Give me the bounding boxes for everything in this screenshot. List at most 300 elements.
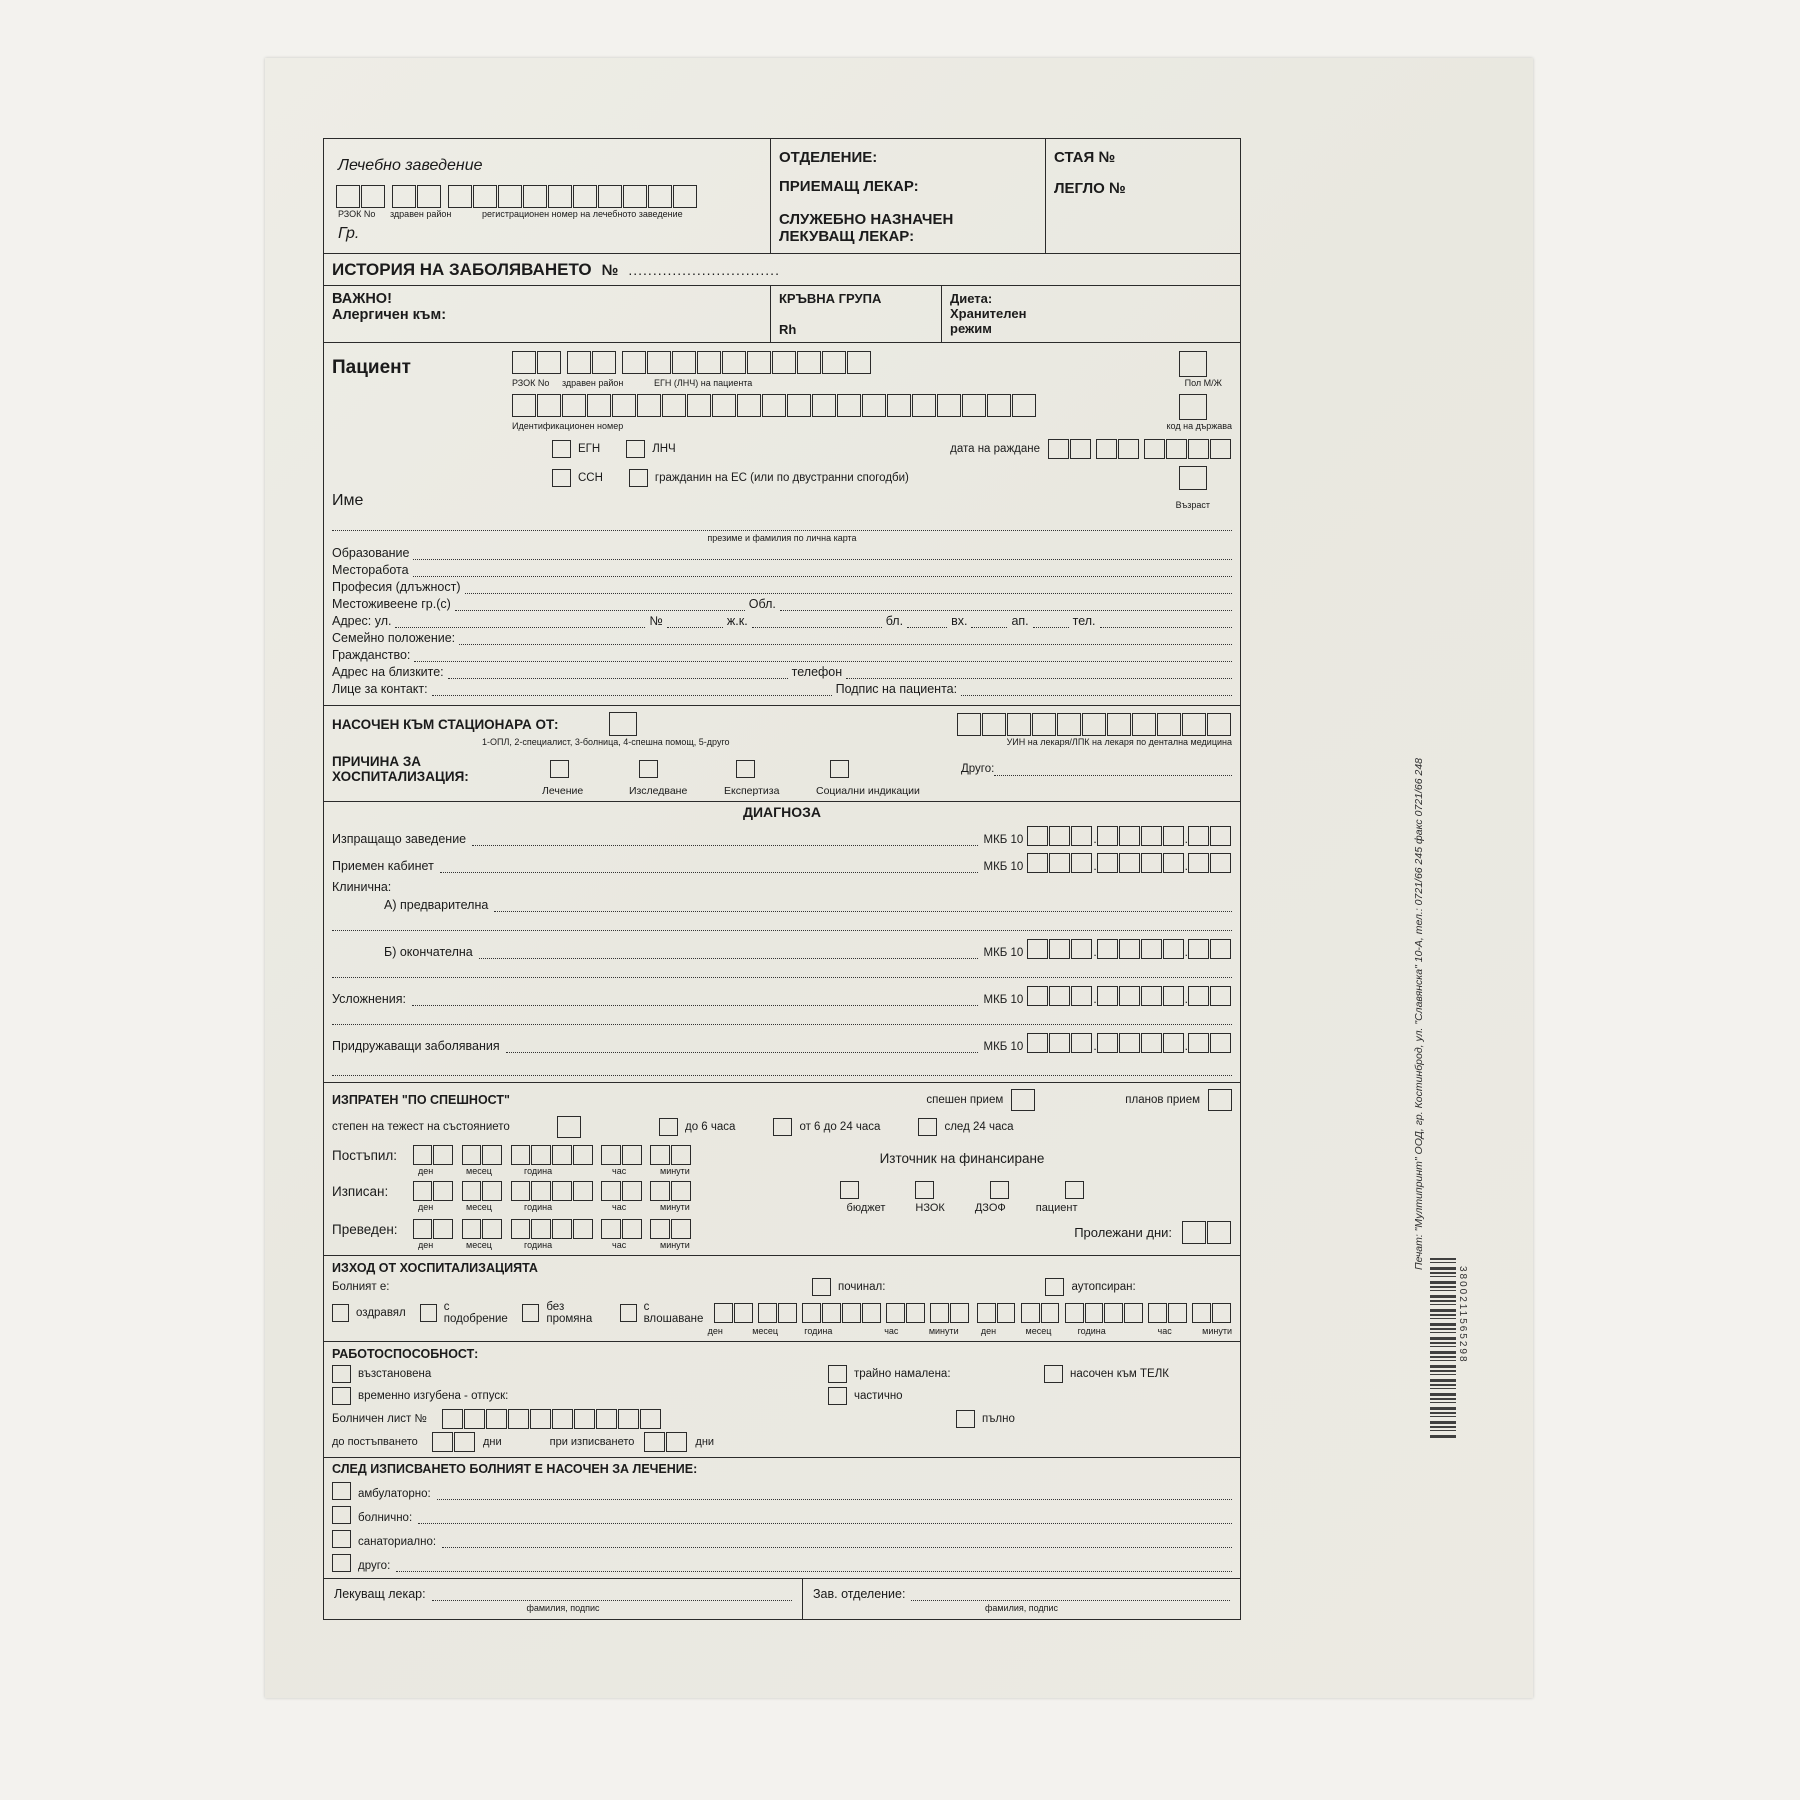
ident-cell[interactable]	[787, 394, 811, 417]
referral-block	[323, 706, 1241, 802]
other-treatment-checkbox[interactable]	[332, 1554, 351, 1572]
hospital-checkbox[interactable]	[332, 1506, 351, 1524]
mkb-cell[interactable]	[1119, 939, 1140, 959]
mkb-cell[interactable]	[1049, 1033, 1070, 1053]
uin-cell[interactable]	[1157, 713, 1181, 736]
ident-cell[interactable]	[862, 394, 886, 417]
deceased-checkbox[interactable]	[812, 1278, 831, 1296]
discharged-min-cell[interactable]	[650, 1181, 670, 1201]
mkb-cell[interactable]	[1188, 826, 1209, 846]
rzok-cell[interactable]	[336, 185, 360, 208]
full-checkbox[interactable]	[956, 1410, 975, 1428]
discharged-year-cell[interactable]	[552, 1181, 572, 1201]
sending-facility-input[interactable]	[472, 832, 977, 846]
ident-cell[interactable]	[737, 394, 761, 417]
transferred-label: Преведен:	[332, 1221, 398, 1237]
patient-rzok-cell[interactable]	[512, 351, 536, 374]
preliminary-input-line2[interactable]	[332, 918, 1232, 931]
birthdate-cell[interactable]	[1188, 439, 1209, 459]
title-number-field[interactable]: ...............................	[628, 262, 780, 278]
birthdate-cell[interactable]	[1166, 439, 1187, 459]
mkb-cell[interactable]	[1049, 939, 1070, 959]
transferred-day-cell[interactable]	[413, 1219, 433, 1239]
mkb-cell[interactable]	[1141, 986, 1162, 1006]
transferred-hour-cell[interactable]	[601, 1219, 621, 1239]
sex-cell[interactable]	[1179, 351, 1207, 377]
mkb-cell[interactable]	[1097, 853, 1118, 873]
department-label: ОТДЕЛЕНИЕ:	[779, 149, 878, 166]
transferred-month-cell[interactable]	[462, 1219, 482, 1239]
discharged-year-cell[interactable]	[511, 1181, 531, 1201]
mkb-cell[interactable]	[1188, 986, 1209, 1006]
days-label-1: дни	[483, 1436, 502, 1448]
autopsy-min-cell[interactable]	[1192, 1303, 1211, 1323]
ident-cell[interactable]	[537, 394, 561, 417]
urgent-admission-checkbox[interactable]	[1011, 1089, 1035, 1111]
ssn-checkbox[interactable]	[552, 469, 571, 487]
sanatorium-input[interactable]	[442, 1534, 1232, 1548]
mkb-cell[interactable]	[1049, 986, 1070, 1006]
autopsy-month-cell[interactable]	[1041, 1303, 1060, 1323]
unchanged-checkbox[interactable]	[522, 1304, 539, 1322]
sick-note-cell[interactable]	[640, 1409, 661, 1429]
autopsy-year-cell[interactable]	[1085, 1303, 1104, 1323]
funding-dzof-checkbox[interactable]	[990, 1181, 1009, 1199]
accompanying-label: Придружаващи заболявания	[332, 1039, 500, 1053]
ident-cell[interactable]	[937, 394, 961, 417]
relatives-phone-input[interactable]	[846, 665, 1232, 679]
final-diagnosis-input[interactable]	[479, 945, 978, 959]
egn-checkbox-label: ЕГН	[578, 443, 601, 455]
relatives-address-label: Адрес на близките:	[332, 665, 444, 679]
mkb-cell[interactable]	[1141, 939, 1162, 959]
telk-checkbox[interactable]	[1044, 1365, 1063, 1383]
death-hour-cell[interactable]	[906, 1303, 925, 1323]
mkb-cell[interactable]	[1027, 826, 1048, 846]
mkb-cell[interactable]	[1119, 826, 1140, 846]
restored-label: възстановена	[358, 1368, 432, 1380]
mkb-cell[interactable]	[1071, 826, 1092, 846]
country-code-cell[interactable]	[1179, 394, 1207, 420]
autopsy-year-cell[interactable]	[1065, 1303, 1084, 1323]
death-year-cell[interactable]	[842, 1303, 861, 1323]
mkb-cell[interactable]	[1049, 853, 1070, 873]
arrived-day-cell[interactable]	[413, 1145, 433, 1165]
restored-checkbox[interactable]	[332, 1365, 351, 1383]
regnum-cell[interactable]	[523, 185, 547, 208]
patient-egn-cell[interactable]	[747, 351, 771, 374]
mkb-cell[interactable]	[1141, 1033, 1162, 1053]
reason-expertise-label: Експертиза	[724, 785, 780, 797]
uin-cell[interactable]	[1007, 713, 1031, 736]
sick-note-cell[interactable]	[552, 1409, 573, 1429]
discharged-year-cell[interactable]	[573, 1181, 593, 1201]
death-min-cell[interactable]	[950, 1303, 969, 1323]
autopsy-month-cell[interactable]	[1021, 1303, 1040, 1323]
sick-note-cell[interactable]	[442, 1409, 463, 1429]
birthdate-cell[interactable]	[1048, 439, 1069, 459]
autopsy-year-cell[interactable]	[1124, 1303, 1143, 1323]
ambulatory-checkbox[interactable]	[332, 1482, 351, 1500]
dt-day-label: ден	[980, 1326, 997, 1336]
mkb-cell[interactable]	[1027, 853, 1048, 873]
citizenship-label: Гражданство:	[332, 648, 411, 662]
mkb-cell[interactable]	[1188, 939, 1209, 959]
mkb-cell[interactable]	[1071, 939, 1092, 959]
relatives-address-input[interactable]	[448, 665, 788, 679]
mkb-cell[interactable]	[1027, 1033, 1048, 1053]
mkb-cell[interactable]	[1210, 939, 1231, 959]
discharged-hour-cell[interactable]	[622, 1181, 642, 1201]
uin-cell[interactable]	[1132, 713, 1156, 736]
permanently-reduced-checkbox[interactable]	[828, 1365, 847, 1383]
mkb-label: МКБ 10	[983, 861, 1024, 873]
mkb-cell[interactable]	[1027, 939, 1048, 959]
contact-person-input[interactable]	[432, 682, 832, 696]
uin-cell[interactable]	[1207, 713, 1231, 736]
discharged-day-cell[interactable]	[433, 1181, 453, 1201]
uin-cell[interactable]	[1032, 713, 1056, 736]
mkb-cell[interactable]	[1071, 1033, 1092, 1053]
accompanying-input[interactable]	[506, 1039, 978, 1053]
patient-egn-cell[interactable]	[822, 351, 846, 374]
sick-note-cell[interactable]	[508, 1409, 529, 1429]
diet-regime-2: режим	[950, 321, 992, 336]
other-treatment-input[interactable]	[396, 1558, 1232, 1572]
mkb-cell[interactable]	[1119, 986, 1140, 1006]
reason-other-input[interactable]	[994, 762, 1232, 776]
addr-tel-input[interactable]	[1100, 614, 1232, 628]
before-admission-cell[interactable]	[454, 1432, 475, 1452]
egn-checkbox[interactable]	[552, 440, 571, 458]
regnum-cell[interactable]	[548, 185, 572, 208]
patient-egn-cell[interactable]	[847, 351, 871, 374]
dt-min-label: минути	[1202, 1326, 1233, 1336]
autopsy-year-cell[interactable]	[1104, 1303, 1123, 1323]
ident-cell[interactable]	[562, 394, 586, 417]
sick-note-cell[interactable]	[486, 1409, 507, 1429]
residence-input[interactable]	[455, 597, 745, 611]
reason-research-checkbox[interactable]	[639, 760, 658, 778]
mkb-cell[interactable]	[1097, 826, 1118, 846]
complications-input-line2[interactable]	[332, 1012, 1232, 1025]
death-month-cell[interactable]	[758, 1303, 777, 1323]
lnch-checkbox[interactable]	[626, 440, 645, 458]
ident-cell[interactable]	[837, 394, 861, 417]
sick-note-cell[interactable]	[530, 1409, 551, 1429]
death-year-cell[interactable]	[822, 1303, 841, 1323]
mkb-cell[interactable]	[1210, 826, 1231, 846]
arrived-year-cell[interactable]	[531, 1145, 551, 1165]
mkb-cell[interactable]	[1049, 826, 1070, 846]
ident-cell[interactable]	[637, 394, 661, 417]
telk-label: насочен към ТЕЛК	[1070, 1368, 1169, 1380]
preliminary-input[interactable]	[494, 898, 1232, 912]
recovered-checkbox[interactable]	[332, 1304, 349, 1322]
death-hour-cell[interactable]	[886, 1303, 905, 1323]
arrived-year-cell[interactable]	[552, 1145, 572, 1165]
6-to-24h-checkbox[interactable]	[773, 1118, 792, 1136]
reception-office-input[interactable]	[440, 859, 978, 873]
severity-cell[interactable]	[557, 1116, 581, 1138]
autopsy-min-cell[interactable]	[1212, 1303, 1231, 1323]
arrived-month-cell[interactable]	[482, 1145, 502, 1165]
mkb-cell[interactable]	[1163, 826, 1184, 846]
ident-cell[interactable]	[912, 394, 936, 417]
important-block	[323, 286, 1241, 343]
at-discharge-cell[interactable]	[666, 1432, 687, 1452]
header-block	[323, 138, 1241, 254]
mkb-cell[interactable]	[1071, 853, 1092, 873]
head-of-dept-label: Зав. отделение:	[813, 1587, 906, 1601]
complications-input[interactable]	[412, 992, 978, 1006]
arrived-year-cell[interactable]	[511, 1145, 531, 1165]
death-day-cell[interactable]	[714, 1303, 733, 1323]
dt-month-label: месец	[466, 1166, 492, 1176]
outcome-block	[323, 1256, 1241, 1342]
arrived-year-cell[interactable]	[573, 1145, 593, 1165]
transferred-min-cell[interactable]	[650, 1219, 670, 1239]
treating-doctor-input[interactable]	[432, 1587, 792, 1601]
ident-cell[interactable]	[687, 394, 711, 417]
name-input[interactable]	[332, 520, 1232, 531]
regnum-cell[interactable]	[498, 185, 522, 208]
regnum-cell[interactable]	[448, 185, 472, 208]
ident-cell[interactable]	[612, 394, 636, 417]
mkb-cell[interactable]	[1097, 1033, 1118, 1053]
permanently-reduced-label: трайно намалена:	[854, 1368, 951, 1380]
region2-input[interactable]	[780, 597, 1232, 611]
uin-cell[interactable]	[1182, 713, 1206, 736]
addr-bl-input[interactable]	[907, 614, 947, 628]
regnum-cell[interactable]	[673, 185, 697, 208]
mkb-cell[interactable]	[1163, 1033, 1184, 1053]
autopsy-day-cell[interactable]	[977, 1303, 996, 1323]
patient-egn-cell[interactable]	[797, 351, 821, 374]
ident-cell[interactable]	[587, 394, 611, 417]
transferred-year-cell[interactable]	[552, 1219, 572, 1239]
mkb-cell[interactable]	[1163, 939, 1184, 959]
arrived-min-cell[interactable]	[650, 1145, 670, 1165]
head-of-dept-input[interactable]	[911, 1587, 1230, 1601]
ident-cell[interactable]	[887, 394, 911, 417]
hospital-input[interactable]	[418, 1510, 1232, 1524]
uin-cell[interactable]	[1082, 713, 1106, 736]
regnum-cell[interactable]	[648, 185, 672, 208]
worsened-checkbox[interactable]	[620, 1304, 637, 1322]
ident-cell[interactable]	[812, 394, 836, 417]
reason-treatment-label: Лечение	[542, 785, 584, 797]
transferred-day-cell[interactable]	[433, 1219, 453, 1239]
days-stayed-cell[interactable]	[1207, 1221, 1231, 1244]
partial-checkbox[interactable]	[828, 1387, 847, 1405]
street-input[interactable]	[395, 614, 645, 628]
ident-cell[interactable]	[662, 394, 686, 417]
regnum-cell[interactable]	[573, 185, 597, 208]
before-admission-cell[interactable]	[432, 1432, 453, 1452]
patient-egn-cell[interactable]	[772, 351, 796, 374]
transferred-hour-cell[interactable]	[622, 1219, 642, 1239]
region2-label: Обл.	[748, 597, 776, 611]
addr-zhk-input[interactable]	[752, 614, 882, 628]
within-6h-checkbox[interactable]	[659, 1118, 678, 1136]
regnum-cell[interactable]	[623, 185, 647, 208]
form-sheet	[265, 58, 1533, 1698]
mkb-cell[interactable]	[1097, 986, 1118, 1006]
death-min-cell[interactable]	[930, 1303, 949, 1323]
mkb-cell[interactable]	[1163, 853, 1184, 873]
death-day-cell[interactable]	[734, 1303, 753, 1323]
mkb-cell[interactable]	[1119, 853, 1140, 873]
funding-patient-checkbox[interactable]	[1065, 1181, 1084, 1199]
improved-checkbox[interactable]	[420, 1304, 437, 1322]
discharged-day-cell[interactable]	[413, 1181, 433, 1201]
eu-citizen-checkbox[interactable]	[629, 469, 648, 487]
mkb-cell[interactable]	[1071, 986, 1092, 1006]
uin-cell[interactable]	[957, 713, 981, 736]
ident-cell[interactable]	[712, 394, 736, 417]
profession-input[interactable]	[465, 580, 1232, 594]
region-cell[interactable]	[392, 185, 416, 208]
autopsy-hour-cell[interactable]	[1148, 1303, 1167, 1323]
birthdate-cell[interactable]	[1070, 439, 1091, 459]
addr-no-input[interactable]	[667, 614, 723, 628]
relatives-phone-label: телефон	[791, 665, 843, 679]
reason-title: ПРИЧИНА ЗА ХОСПИТАЛИЗАЦИЯ:	[332, 754, 469, 784]
death-month-cell[interactable]	[778, 1303, 797, 1323]
discharged-min-cell[interactable]	[671, 1181, 691, 1201]
discharged-label: Изписан:	[332, 1183, 389, 1199]
reason-social-checkbox[interactable]	[830, 760, 849, 778]
age-cell[interactable]	[1179, 466, 1207, 490]
patient-is-label: Болният е:	[332, 1281, 390, 1293]
regnum-cell[interactable]	[473, 185, 497, 208]
autopsy-hour-cell[interactable]	[1168, 1303, 1187, 1323]
reason-expertise-checkbox[interactable]	[736, 760, 755, 778]
arrived-hour-cell[interactable]	[601, 1145, 621, 1165]
discharged-year-cell[interactable]	[531, 1181, 551, 1201]
mkb-cell[interactable]	[1210, 853, 1231, 873]
uin-cell[interactable]	[1057, 713, 1081, 736]
ident-cell[interactable]	[987, 394, 1011, 417]
ambulatory-input[interactable]	[437, 1486, 1232, 1500]
ident-cell[interactable]	[512, 394, 536, 417]
discharged-month-cell[interactable]	[482, 1181, 502, 1201]
birthdate-cell[interactable]	[1144, 439, 1165, 459]
after-24h-checkbox[interactable]	[918, 1118, 937, 1136]
mkb-cell[interactable]	[1141, 853, 1162, 873]
mkb-cell[interactable]	[1027, 986, 1048, 1006]
reason-treatment-checkbox[interactable]	[550, 760, 569, 778]
eu-citizen-label: гражданин на ЕС (или по двустранни спогодби)	[654, 472, 909, 484]
arrived-min-cell[interactable]	[671, 1145, 691, 1165]
patient-egn-cell[interactable]	[672, 351, 696, 374]
at-discharge-cell[interactable]	[644, 1432, 665, 1452]
uin-cell[interactable]	[982, 713, 1006, 736]
planned-admission-checkbox[interactable]	[1208, 1089, 1232, 1111]
mkb-cell[interactable]	[1188, 853, 1209, 873]
sick-note-label: Болничен лист №	[332, 1413, 427, 1425]
addr-vh-input[interactable]	[971, 614, 1007, 628]
patient-egn-cell[interactable]	[647, 351, 671, 374]
rzok-cell[interactable]	[361, 185, 385, 208]
sick-note-cell[interactable]	[574, 1409, 595, 1429]
full-label: пълно	[982, 1413, 1015, 1425]
mkb-cell[interactable]	[1210, 1033, 1231, 1053]
mkb-cell[interactable]	[1188, 1033, 1209, 1053]
accompanying-input-line2[interactable]	[332, 1059, 1232, 1076]
region-cell[interactable]	[417, 185, 441, 208]
patient-signature-input[interactable]	[961, 682, 1232, 696]
birthdate-cell[interactable]	[1210, 439, 1231, 459]
transferred-min-cell[interactable]	[671, 1219, 691, 1239]
autopsy-day-cell[interactable]	[997, 1303, 1016, 1323]
ident-cell[interactable]	[962, 394, 986, 417]
sick-note-cell[interactable]	[618, 1409, 639, 1429]
discharged-hour-cell[interactable]	[601, 1181, 621, 1201]
transferred-year-cell[interactable]	[511, 1219, 531, 1239]
addr-ap-input[interactable]	[1033, 614, 1069, 628]
family-status-input[interactable]	[459, 631, 1232, 645]
dt-day-label: ден	[418, 1202, 434, 1212]
mkb-cell[interactable]	[1097, 939, 1118, 959]
regnum-cell[interactable]	[598, 185, 622, 208]
days-stayed-cell[interactable]	[1182, 1221, 1206, 1244]
sick-note-cell[interactable]	[464, 1409, 485, 1429]
arrived-month-cell[interactable]	[462, 1145, 482, 1165]
sick-note-cell[interactable]	[596, 1409, 617, 1429]
patient-egn-cell[interactable]	[722, 351, 746, 374]
citizenship-input[interactable]	[414, 648, 1232, 662]
arrived-hour-cell[interactable]	[622, 1145, 642, 1165]
ident-cell[interactable]	[762, 394, 786, 417]
workplace-input[interactable]	[413, 563, 1232, 577]
after-discharge-title: СЛЕД ИЗПИСВАНЕТО БОЛНИЯТ Е НАСОЧЕН ЗА ЛЕЧЕНИЕ:	[332, 1462, 698, 1476]
autopsy-checkbox[interactable]	[1045, 1278, 1064, 1296]
funding-budget-checkbox[interactable]	[840, 1181, 859, 1199]
discharged-month-cell[interactable]	[462, 1181, 482, 1201]
mkb-cell[interactable]	[1210, 986, 1231, 1006]
sanatorium-checkbox[interactable]	[332, 1530, 351, 1548]
patient-egn-cell[interactable]	[697, 351, 721, 374]
birthdate-cell[interactable]	[1118, 439, 1139, 459]
addr-tel-label: тел.	[1072, 614, 1096, 628]
transferred-year-cell[interactable]	[573, 1219, 593, 1239]
arrived-day-cell[interactable]	[433, 1145, 453, 1165]
temporarily-lost-checkbox[interactable]	[332, 1387, 351, 1405]
uin-cell[interactable]	[1107, 713, 1131, 736]
death-year-cell[interactable]	[862, 1303, 881, 1323]
patient-rzok-cell[interactable]	[537, 351, 561, 374]
transferred-year-cell[interactable]	[531, 1219, 551, 1239]
patient-egn-cell[interactable]	[622, 351, 646, 374]
patient-region-cell[interactable]	[592, 351, 616, 374]
final-diagnosis-input-line2[interactable]	[332, 965, 1232, 978]
death-year-cell[interactable]	[802, 1303, 821, 1323]
referral-source-cell[interactable]	[609, 712, 637, 736]
mkb-cell[interactable]	[1141, 826, 1162, 846]
patient-region-cell[interactable]	[567, 351, 591, 374]
mkb-cell[interactable]	[1119, 1033, 1140, 1053]
education-input[interactable]	[413, 546, 1232, 560]
birthdate-cell[interactable]	[1096, 439, 1117, 459]
treating-doctor-hint: фамилия, подпис	[526, 1603, 600, 1613]
mkb-cell[interactable]	[1163, 986, 1184, 1006]
transferred-month-cell[interactable]	[482, 1219, 502, 1239]
ident-cell[interactable]	[1012, 394, 1036, 417]
patient-rzok-label: РЗОК No	[512, 378, 550, 388]
funding-nzok-checkbox[interactable]	[915, 1181, 934, 1199]
